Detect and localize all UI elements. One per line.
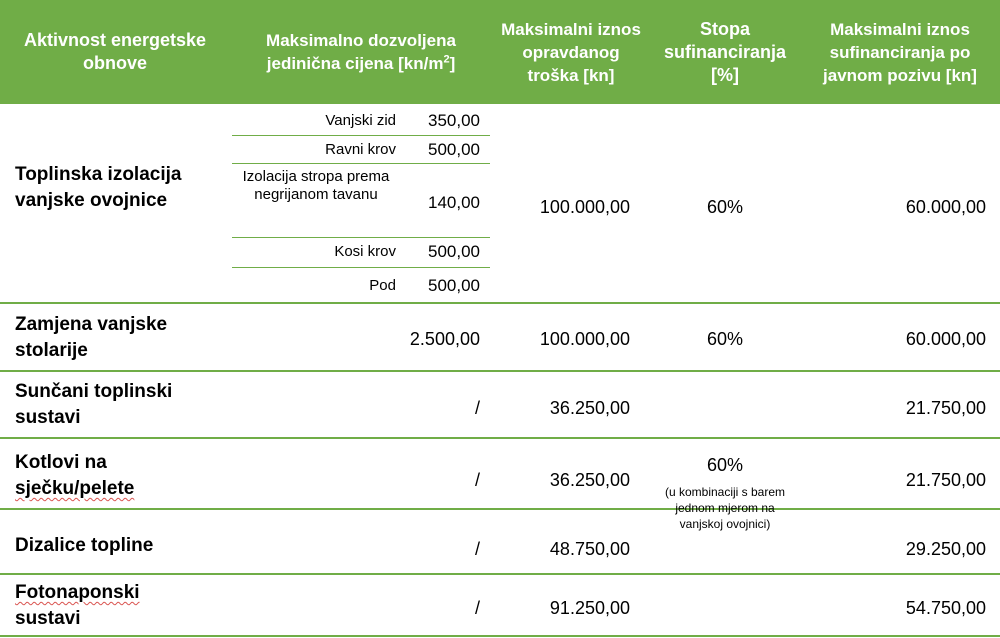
- max-cost-value: 36.250,00: [549, 470, 630, 490]
- max-cost-value: 91.250,00: [549, 598, 630, 618]
- row-divider: [0, 437, 1000, 439]
- rate-value: 60%: [706, 197, 744, 217]
- unit-price-value: /: [474, 398, 480, 418]
- header-rate: Stopa sufinanciranja [%]: [663, 18, 787, 85]
- rate-value: 60%: [706, 329, 744, 349]
- header-max-cofinancing: Maksimalni iznos sufinanciranja po javnom pozivu [kn]: [823, 19, 977, 85]
- merged-rate-note: (u kombinaciji s barem jednom mjerom na vanjskoj ovojnici): [664, 485, 786, 531]
- unit-price-value: /: [474, 539, 480, 559]
- sub-row-divider: [232, 163, 490, 164]
- merged-rate-value: 60%: [706, 455, 744, 475]
- material-label: Vanjski zid: [325, 112, 396, 129]
- max-cofinancing-value: 60.000,00: [905, 197, 986, 217]
- header-activity: Aktivnost energetske obnove: [23, 30, 207, 73]
- unit-price-value: /: [474, 598, 480, 618]
- activity-solar-thermal: Sunčani toplinski sustavi: [15, 381, 173, 428]
- activity-photovoltaics: Fotonaponski sustavi: [15, 582, 140, 629]
- unit-price-value: 2.500,00: [409, 329, 480, 349]
- material-label: Izolacija stropa prema negrijanom tavanu: [242, 168, 390, 203]
- max-cost-value: 36.250,00: [549, 398, 630, 418]
- material-label: Kosi krov: [334, 243, 396, 260]
- row-divider: [0, 635, 1000, 637]
- material-price: 350,00: [428, 111, 480, 130]
- sub-row-divider: [232, 237, 490, 238]
- max-cofinancing-value: 60.000,00: [905, 329, 986, 349]
- sub-row-divider: [232, 267, 490, 268]
- material-label: Ravni krov: [325, 141, 396, 158]
- max-cost-value: 48.750,00: [549, 539, 630, 559]
- activity-window-replacement: Zamjena vanjske stolarije: [15, 314, 168, 361]
- max-cofinancing-value: 21.750,00: [905, 398, 986, 418]
- material-price: 500,00: [428, 242, 480, 261]
- sub-row-divider: [232, 135, 490, 136]
- row-divider: [0, 370, 1000, 372]
- max-cofinancing-value: 21.750,00: [905, 470, 986, 490]
- max-cofinancing-value: 29.250,00: [905, 539, 986, 559]
- row-divider: [0, 302, 1000, 304]
- max-cost-value: 100.000,00: [539, 329, 630, 349]
- material-label: Pod: [369, 277, 396, 294]
- material-price: 500,00: [428, 140, 480, 159]
- header-max-cost: Maksimalni iznos opravdanog troška [kn]: [501, 19, 641, 85]
- activity-biomass-boilers: Kotlovi na sječku/pelete: [15, 452, 135, 499]
- row-divider: [0, 573, 1000, 575]
- activity-heat-pumps: Dizalice topline: [15, 535, 154, 556]
- row-divider: [0, 508, 1000, 510]
- max-cofinancing-value: 54.750,00: [905, 598, 986, 618]
- material-price: 140,00: [428, 193, 480, 212]
- header-unit-price: Maksimalno dozvoljena jedinična cijena $[kn/m^2]$: [266, 31, 456, 73]
- activity-thermal-insulation: Toplinska izolacija vanjske ovojnice: [15, 164, 182, 211]
- material-price: 500,00: [428, 276, 480, 295]
- max-cost-value: 100.000,00: [539, 197, 630, 217]
- unit-price-value: /: [474, 470, 480, 490]
